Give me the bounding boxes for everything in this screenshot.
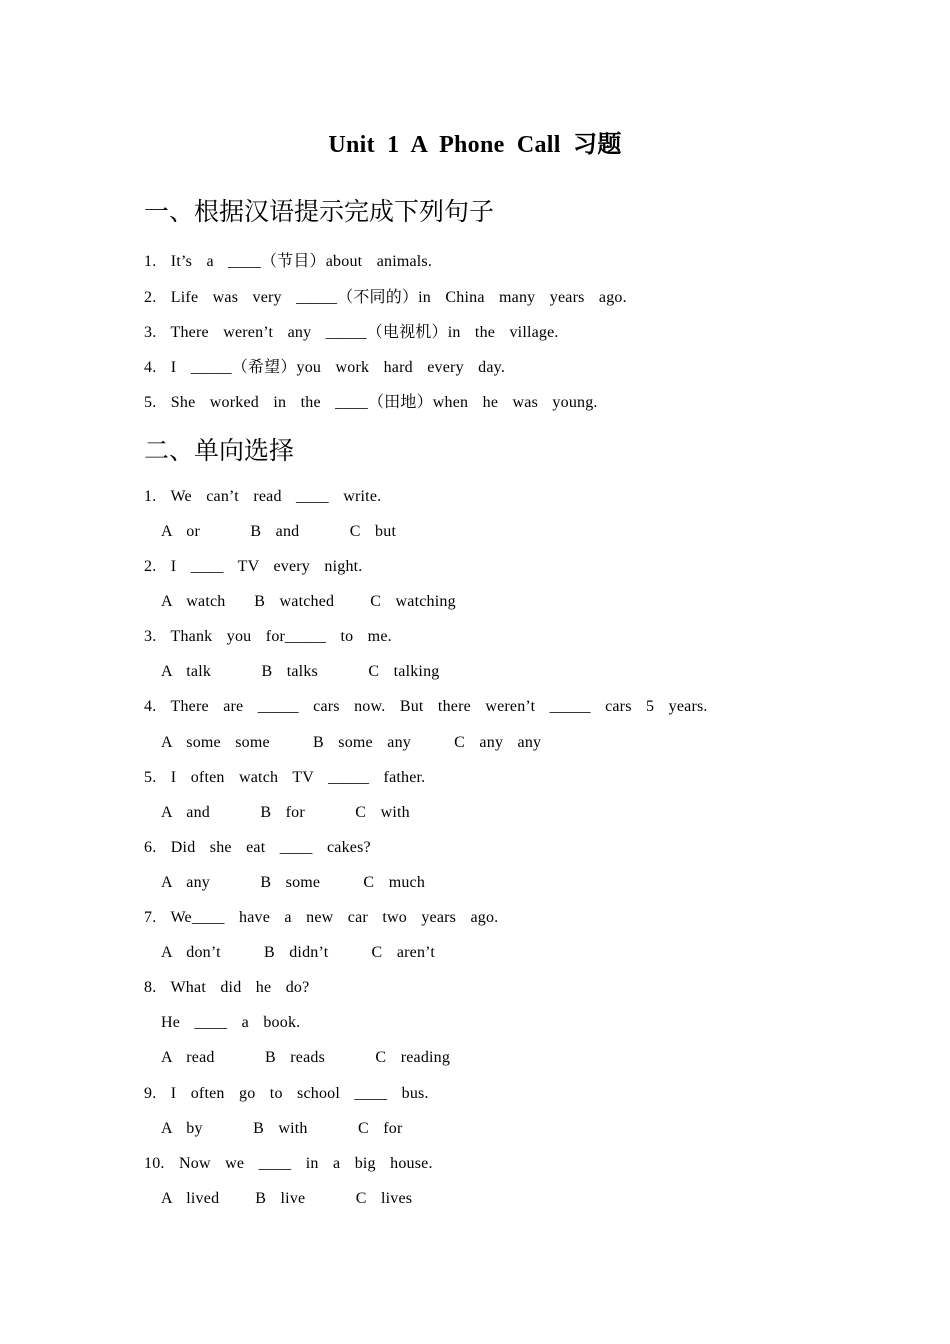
question-10: 10. Now we ____ in a big house.	[144, 1155, 433, 1172]
question-2: 2. I ____ TV every night.	[144, 558, 363, 575]
question-4: 4. There are _____ cars now. But there weren’t _____ cars 5 years.	[144, 698, 708, 715]
fill-in-item-3: 3. There weren’t any _____（电视机）in the village.	[144, 324, 559, 341]
question-2-options: A watch B watched C watching	[161, 593, 456, 610]
question-3: 3. Thank you for_____ to me.	[144, 628, 392, 645]
page-title: Unit 1 A Phone Call 习题	[328, 132, 622, 158]
fill-in-item-5: 5. She worked in the ____（田地）when he was young.	[144, 394, 598, 411]
question-6-options: A any B some C much	[161, 874, 426, 891]
question-9: 9. I often go to school ____ bus.	[144, 1085, 429, 1102]
question-10-options: A lived B live C lives	[161, 1190, 413, 1207]
question-7: 7. We____ have a new car two years ago.	[144, 909, 499, 926]
fill-in-item-4: 4. I _____（希望）you work hard every day.	[144, 359, 506, 376]
question-1: 1. We can’t read ____ write.	[144, 488, 382, 505]
question-7-options: A don’t B didn’t C aren’t	[161, 944, 436, 961]
question-5: 5. I often watch TV _____ father.	[144, 769, 426, 786]
section-heading-fill-in: 一、根据汉语提示完成下列句子	[144, 197, 495, 226]
question-9-options: A by B with C for	[161, 1120, 403, 1137]
question-8: 8. What did he do?	[144, 979, 310, 996]
fill-in-item-1: 1. It’s a ____（节目）about animals.	[144, 253, 433, 270]
section-heading-multiple-choice: 二、单向选择	[144, 436, 295, 465]
fill-in-item-2: 2. Life was very _____（不同的）in China many years ago.	[144, 289, 627, 306]
question-3-options: A talk B talks C talking	[161, 663, 440, 680]
question-8-options: A read B reads C reading	[161, 1049, 451, 1066]
question-5-options: A and B for C with	[161, 804, 410, 821]
question-4-options: A some some B some any C any any	[161, 734, 542, 751]
question-6: 6. Did she eat ____ cakes?	[144, 839, 371, 856]
question-1-options: A or B and C but	[161, 523, 397, 540]
question-8-sub: He ____ a book.	[161, 1014, 301, 1031]
